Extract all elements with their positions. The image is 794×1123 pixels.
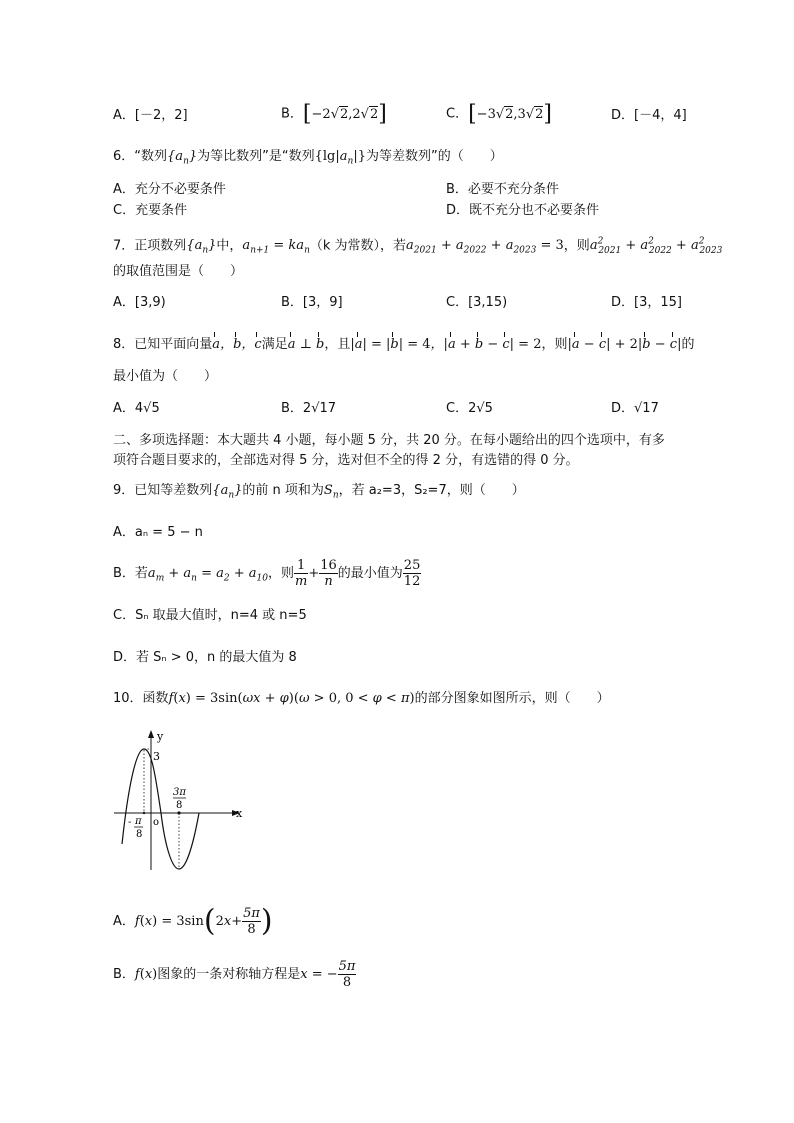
tick-label-3pi-8 — [173, 787, 186, 811]
q5-option-d: D．[－4，4] — [611, 108, 687, 123]
q5-option-c-math: [−3√2,3√2] — [468, 101, 552, 126]
q6-option-d: D．既不充分也不必要条件 — [446, 203, 600, 218]
q8-option-a: A．4√5 — [113, 401, 160, 416]
y-axis-label: y — [157, 730, 164, 743]
tick-label-minus-pi-8 — [128, 816, 143, 840]
q9-option-c: C．Sₙ 取最大值时，n=4 或 n=5 — [113, 608, 307, 623]
q9-option-a: A．aₙ = 5 − n — [113, 525, 203, 540]
q10-option-a: A．f(x) = 3sin(2x+ $\frac{5\pi}{8}$ ) — [113, 903, 273, 939]
q6-option-b: B．必要不充分条件 — [446, 182, 559, 197]
y-axis-arrow — [148, 730, 154, 738]
q7-option-b: B．[3，9] — [281, 295, 343, 310]
q8-stem: 8．已知平面向量a，b，c满足a ⊥ b，且|a| = |b| = 4，|a + b − c| = 2，则|a − c| + 2|b − c|的 — [113, 337, 695, 352]
svg-text:8: 8 — [136, 829, 143, 840]
svg-text:-: - — [128, 817, 132, 828]
section2-line2: 项符合题目要求的，全部选对得 5 分，选对但不全的得 2 分，有选错的得 0 分。 — [113, 453, 579, 468]
svg-text:8: 8 — [176, 800, 183, 811]
svg-text:3π: 3π — [173, 787, 186, 798]
zero-point — [177, 811, 180, 814]
q8-line2: 最小值为（ ） — [113, 369, 218, 384]
sine-curve — [122, 749, 199, 869]
q9-option-b: B．若$a_m + a_n = a_2 + a_{10}$，则 $\frac{1}{m}$ + $\frac{16}{n}$ 的最小值为 $\frac{25}{12}$ — [113, 558, 421, 589]
q8-option-c: C．2√5 — [446, 401, 493, 416]
q7-option-c: C．[3,15) — [446, 295, 508, 310]
max-value-label: 3 — [153, 750, 160, 763]
q7-stem: 7．正项数列$\{a_n\}$中，$a_{n+1} = ka_n(k$ 为常数），若$a_{2021} + a_{2022} + a_{2023} = 3$，则$a^2_{2021} + a^2_{2022} + a^2_{2023}$ — [113, 237, 723, 256]
q7-line2: 的取值范围是（ ） — [113, 264, 244, 279]
origin-label: o — [153, 817, 160, 828]
q10-option-b: B．f(x)图象的一条对称轴方程是x = − $\frac{5\pi}{8}$ — [113, 959, 356, 990]
q9-option-d: D．若 Sₙ > 0，n 的最大值为 8 — [113, 650, 297, 665]
q5-option-a: A．[－2，2] — [113, 108, 188, 123]
left-tick-point — [143, 812, 145, 814]
q6-option-a: A．充分不必要条件 — [113, 182, 226, 197]
q8-option-d: D．√17 — [611, 401, 659, 416]
q5-option-c: C．[−3√2,3√2] — [446, 101, 552, 126]
q8-option-b: B．2√17 — [281, 401, 337, 416]
q7-option-d: D．[3，15] — [611, 295, 682, 310]
q6-stem: 6．“数列$\{a_n\}$为等比数列”是“数列$\{\lg|a_n|\}$为等差数列”的（ ） — [113, 149, 503, 167]
svg-text:π: π — [135, 816, 142, 827]
q5-option-b-math: [−2√2,2√2] — [302, 101, 387, 126]
q9-stem: 9．已知等差数列$\{a_n\}$的前 n 项和为$S_n$，若 a₂=3，S₂=7，则（ ） — [113, 483, 525, 501]
q7-option-a: A．[3,9) — [113, 295, 166, 310]
q9-option-b-value: $\frac{25}{12}$ — [403, 558, 421, 589]
q6-option-c: C．充要条件 — [113, 203, 188, 218]
q5-option-b: B．[−2√2,2√2] — [281, 101, 387, 126]
section2-line1: 二、多项选择题：本大题共 4 小题，每小题 5 分，共 20 分。在每小题给出的四个选项中，有多 — [113, 433, 665, 448]
x-axis-label: x — [236, 807, 243, 820]
q10-stem: 10．函数f(x) = 3sin(ωx + φ)(ω > 0, 0 < φ < π)的部分图象如图所示，则（ ） — [113, 691, 610, 706]
q10-function-graph — [112, 728, 252, 878]
